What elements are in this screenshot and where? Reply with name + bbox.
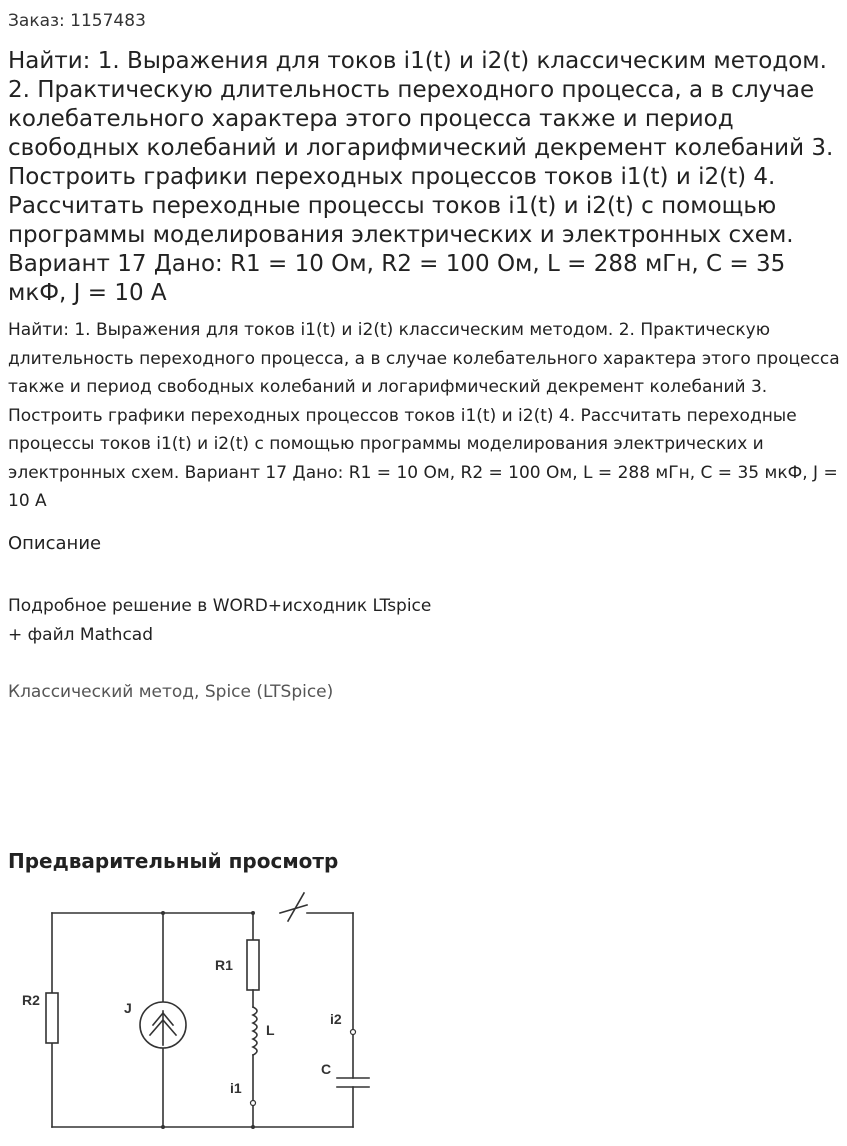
task-summary: Найти: 1. Выражения для токов i1(t) и i2(t) классическим методом. 2. Практическую длительность переходного процесса, а в случае колебательного характера этого процесса также и период свободных колебаний и логарифмический декремент колебаний 3. Построить графики переходных процессов токов i1(t) и i2(t) 4. Рассчитать переходные процессы токов i1(t) и i2(t) с помощью программы моделирования электрических и электронных схем. Вариант 17 Дано: R1 = 10 Ом, R2 = 100 Ом, L = 288 мГн, C = 35 мкФ, J = 10 А [8,320,840,511]
circuit-diagram [10,885,380,1135]
order-number: Заказ: 1157483 [8,11,146,31]
label-i1: i1 [230,1080,242,1096]
circuit-schematic [10,885,380,1135]
junction-dot-top-r1 [251,911,255,915]
junction-dot-top-j [161,911,165,915]
r2-resistor [46,993,58,1043]
label-i2: i2 [330,1011,342,1027]
i2-marker [351,1030,356,1035]
preview-heading: Предварительный просмотр [8,849,339,873]
description-line-1: Подробное решение в WORD+исходник LTspice [8,596,432,616]
i1-marker [251,1101,256,1106]
label-j: J [124,1000,132,1016]
task-title: Найти: 1. Выражения для токов i1(t) и i2(t) классическим методом. 2. Практическую длительность переходного процесса, а в случае колебательного характера этого процесса также и период свободных колебаний и логарифмический декремент колебаний 3. Построить графики переходных процессов токов i1(t) и i2(t) 4. Рассчитать переходные процессы токов i1(t) и i2(t) с помощью программы моделирования электрических и электронных схем. Вариант 17 Дано: R1 = 10 Ом, R2 = 100 Ом, L = 288 мГн, C = 35 мкФ, J = 10 А [8,48,834,306]
junction-dot-bottom-j [161,1125,165,1129]
description-heading: Описание [8,533,102,554]
description-line-2: + файл Mathcad [8,624,153,645]
junction-dot-bottom-l [251,1125,255,1129]
label-r2: R2 [22,992,40,1008]
description-tags: Классический метод, Spice (LTSpice) [8,682,334,702]
label-r1: R1 [215,957,233,973]
label-l: L [266,1022,275,1038]
label-c: C [321,1061,332,1077]
r1-resistor [247,940,259,990]
description-body [8,592,431,649]
inductor-l [253,1007,257,1055]
